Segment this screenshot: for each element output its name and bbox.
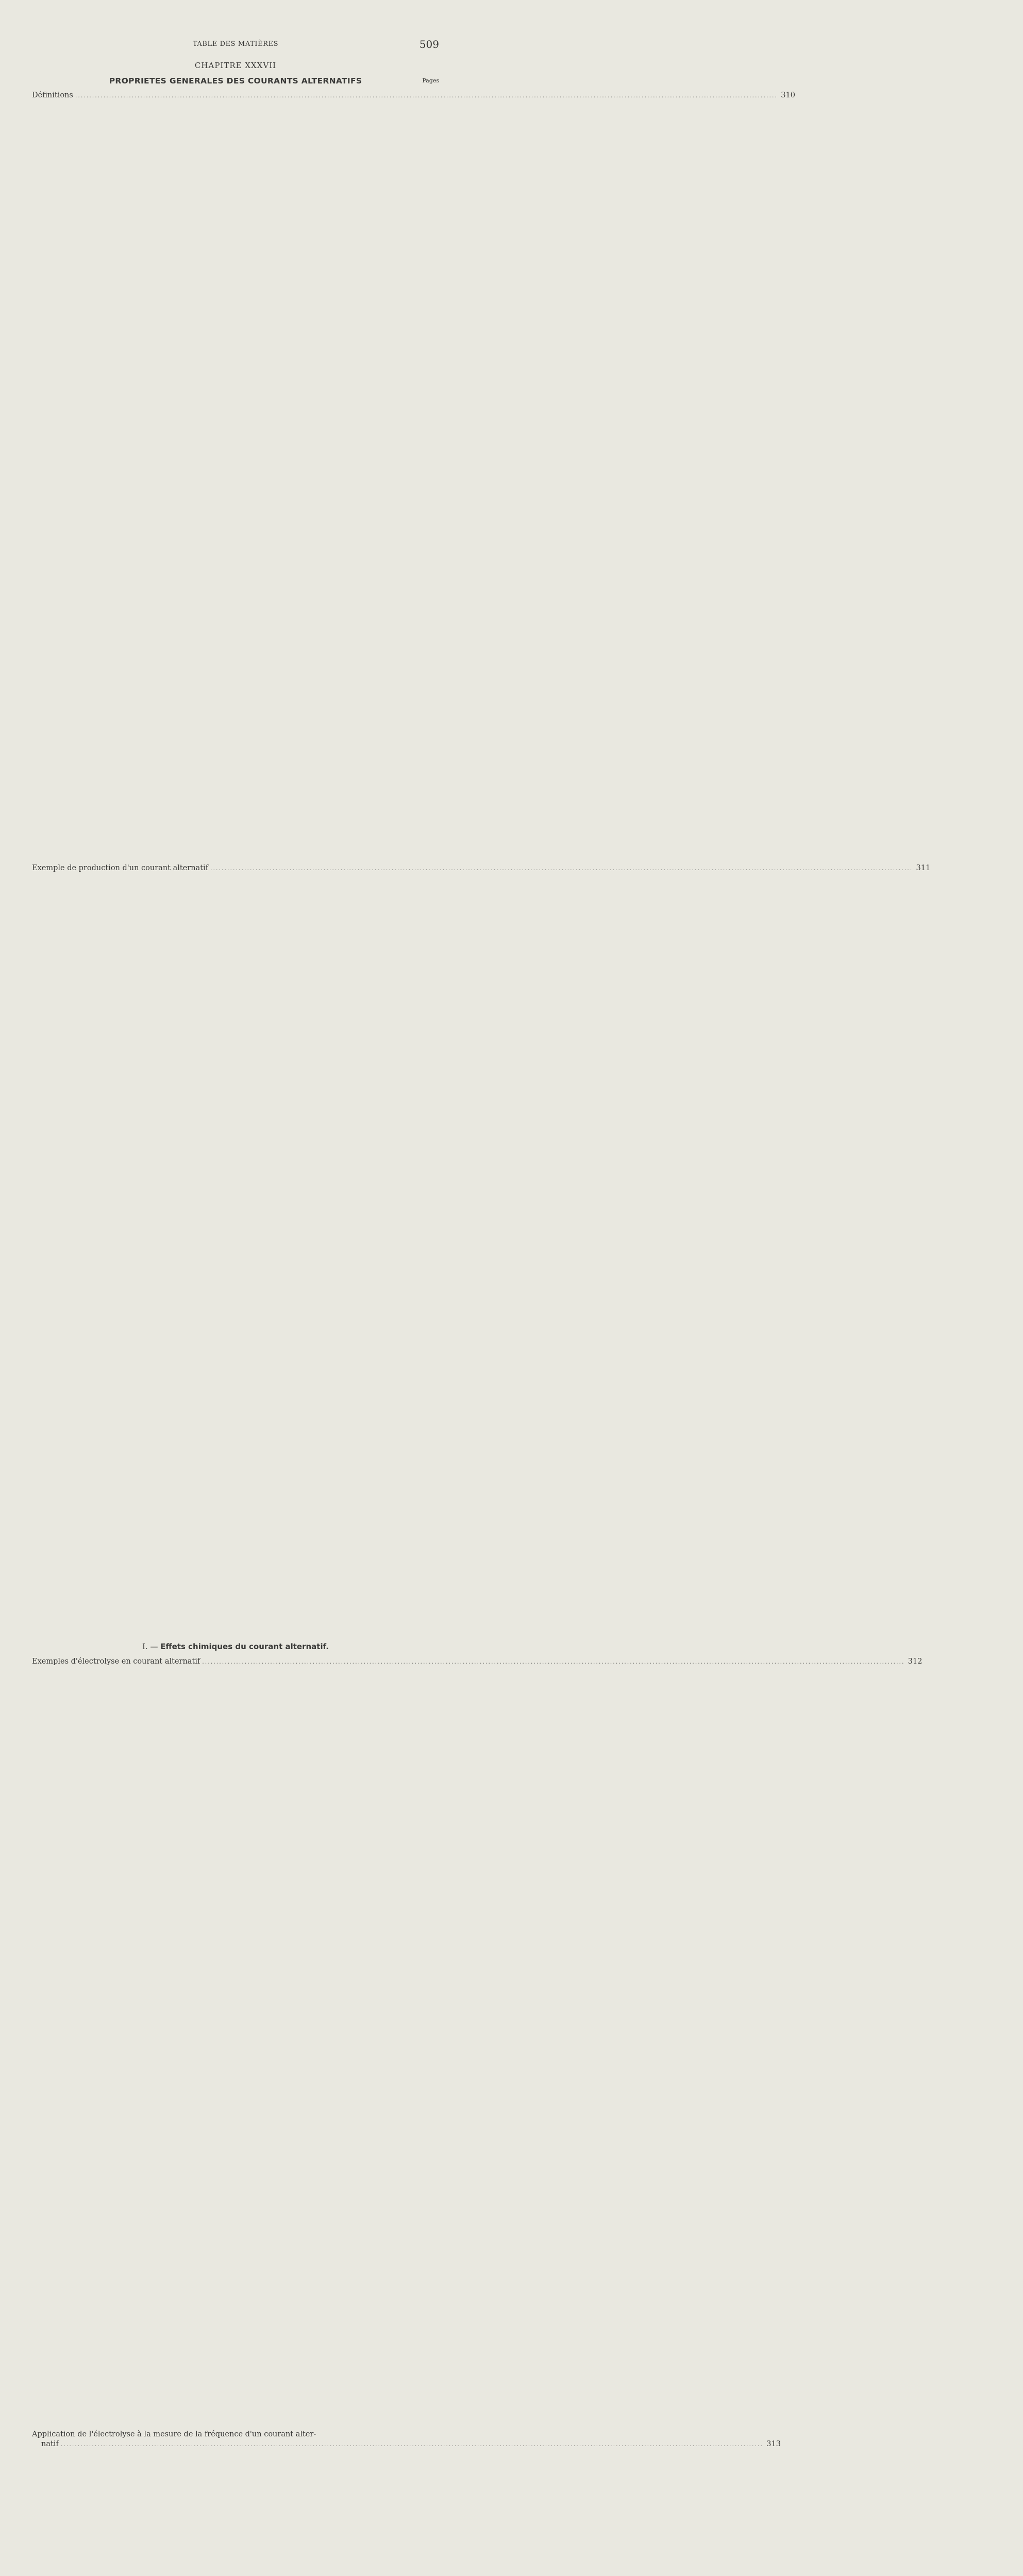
toc-entry: Exemples d'électrolyse en courant alternatif ..... 312	[32, 1657, 439, 2430]
chapter-label: CHAPITRE XXXVII	[194, 61, 277, 70]
toc-entry: Définitions ..... 310	[32, 91, 439, 863]
page-number: 509	[419, 38, 439, 50]
chapter-37	[32, 60, 931, 2576]
chapter-title-row	[32, 75, 439, 87]
toc-entry-multiline: Application de l'électrolyse à la mesure de la fréquence d'un courant alter- natif ..... 313	[32, 2430, 439, 2576]
toc-entry: Exemple de production d'un courant alternatif ..... 311	[32, 863, 439, 1636]
section-title: I. — Effets chimiques du courant alternatif.	[142, 1642, 329, 1651]
chapter-title: PROPRIETES GENERALES DES COURANTS ALTERNATIFS	[109, 76, 362, 86]
pages-column-label: Pages	[422, 77, 439, 84]
running-head	[32, 38, 439, 50]
running-title: TABLE DES MATIÈRES	[192, 40, 279, 48]
table-of-contents	[32, 60, 931, 2576]
